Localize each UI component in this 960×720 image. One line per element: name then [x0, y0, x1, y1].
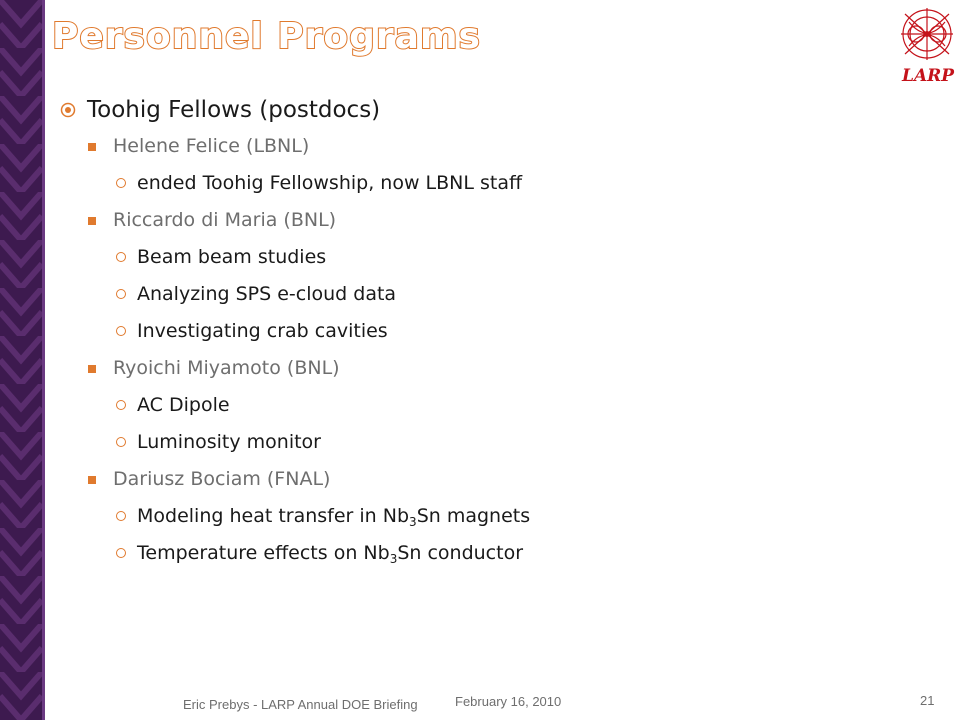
circle-bullet-icon: [116, 437, 126, 447]
square-bullet-icon: [88, 365, 96, 373]
detail-item: [60, 165, 920, 202]
level1-item: [60, 92, 920, 128]
detail-item: [60, 424, 920, 461]
detail-item: [60, 387, 920, 424]
circle-bullet-icon: [116, 178, 126, 188]
detail-item: [60, 535, 920, 572]
footer-author: Eric Prebys - LARP Annual DOE Briefing: [183, 697, 418, 712]
slide-content: [60, 92, 920, 572]
square-bullet-icon: [88, 143, 96, 151]
detail-text: Beam beam studies: [137, 246, 327, 268]
circle-bullet-icon: [116, 326, 126, 336]
person-item: [60, 350, 920, 387]
square-bullet-icon: [88, 476, 96, 484]
subscript: 3: [389, 552, 398, 566]
sidebar-edge: [42, 0, 45, 720]
person-name: Helene Felice (LBNL): [113, 135, 310, 157]
detail-item: [60, 498, 920, 535]
detail-text: Analyzing SPS e-cloud data: [137, 283, 397, 305]
detail-item: [60, 276, 920, 313]
detail-text: Luminosity monitor: [137, 431, 321, 453]
subscript: 3: [409, 515, 417, 529]
target-bullet-icon: [60, 102, 76, 118]
slide-title: Personnel Programs: [52, 16, 481, 57]
detail-text: Investigating crab cavities: [137, 320, 388, 342]
detail-text-before: Modeling heat transfer in Nb: [137, 505, 410, 527]
person-name: Dariusz Bociam (FNAL): [113, 468, 331, 490]
detail-text: AC Dipole: [137, 394, 230, 416]
sidebar-pattern: [0, 0, 42, 720]
circle-bullet-icon: [116, 400, 126, 410]
detail-text-after: Sn conductor: [397, 542, 524, 564]
detail-item: [60, 239, 920, 276]
person-item: [60, 202, 920, 239]
detail-text-before: Temperature effects on Nb: [137, 542, 390, 564]
page-number: 21: [920, 693, 935, 708]
person-item: [60, 461, 920, 498]
circle-bullet-icon: [116, 252, 126, 262]
person-name: Ryoichi Miyamoto (BNL): [113, 357, 340, 379]
person-item: [60, 128, 920, 165]
circle-bullet-icon: [116, 548, 126, 558]
person-name: Riccardo di Maria (BNL): [113, 209, 337, 231]
circle-bullet-icon: [116, 511, 126, 521]
footer-date: February 16, 2010: [455, 694, 562, 709]
circle-bullet-icon: [116, 289, 126, 299]
level1-text: Toohig Fellows (postdocs): [87, 97, 381, 123]
detail-item: [60, 313, 920, 350]
logo-text: LARP: [902, 66, 955, 86]
detail-text-after: Sn magnets: [416, 505, 531, 527]
detail-text: ended Toohig Fellowship, now LBNL staff: [137, 172, 523, 194]
square-bullet-icon: [88, 217, 96, 225]
